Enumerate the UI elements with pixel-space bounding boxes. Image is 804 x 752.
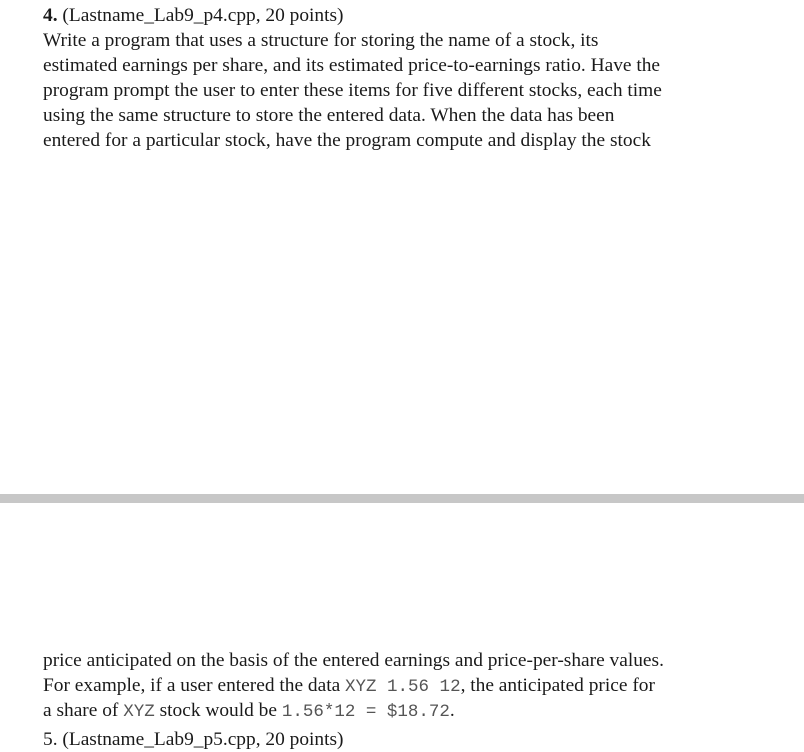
paragraph-line: using the same structure to store the entered data. When the data has been [43, 105, 615, 126]
result-end: . [449, 700, 455, 721]
next-question-cutoff: 5. (Lastname_Lab9_p5.cpp, 20 points) [43, 729, 344, 750]
paragraph-line: Write a program that uses a structure for storing the name of a stock, its [43, 30, 599, 51]
question-paragraph-part1 [43, 28, 662, 153]
paragraph-line: estimated earnings per share, and its estimated price-to-earnings ratio. Have the [43, 55, 661, 76]
paragraph-line: program prompt the user to enter these items for five different stocks, each time [43, 80, 662, 101]
example-text-tail: , the anticipated price for [460, 675, 655, 696]
question-title: (Lastname_Lab9_p4.cpp, 20 points) [62, 5, 344, 26]
result-text: a share of [43, 700, 124, 721]
question-number: 4. [43, 5, 58, 26]
example-code-calculation: 1.56*12 = $18.72 [281, 702, 450, 722]
question-paragraph-part2 [43, 648, 664, 723]
example-code-symbol: XYZ [123, 702, 155, 722]
paragraph-line: entered for a particular stock, have the program compute and display the stock [43, 130, 651, 151]
paragraph-line-result [43, 698, 664, 723]
paragraph-line: price anticipated on the basis of the entered earnings and price-per-share values. [43, 650, 664, 671]
question-heading [43, 3, 344, 28]
example-code-input: XYZ 1.56 12 [345, 677, 461, 697]
document-page-2 [0, 503, 804, 750]
paragraph-line-example [43, 673, 664, 698]
result-mid: stock would be [154, 700, 282, 721]
page-separator [0, 494, 804, 503]
example-text: For example, if a user entered the data [43, 675, 346, 696]
